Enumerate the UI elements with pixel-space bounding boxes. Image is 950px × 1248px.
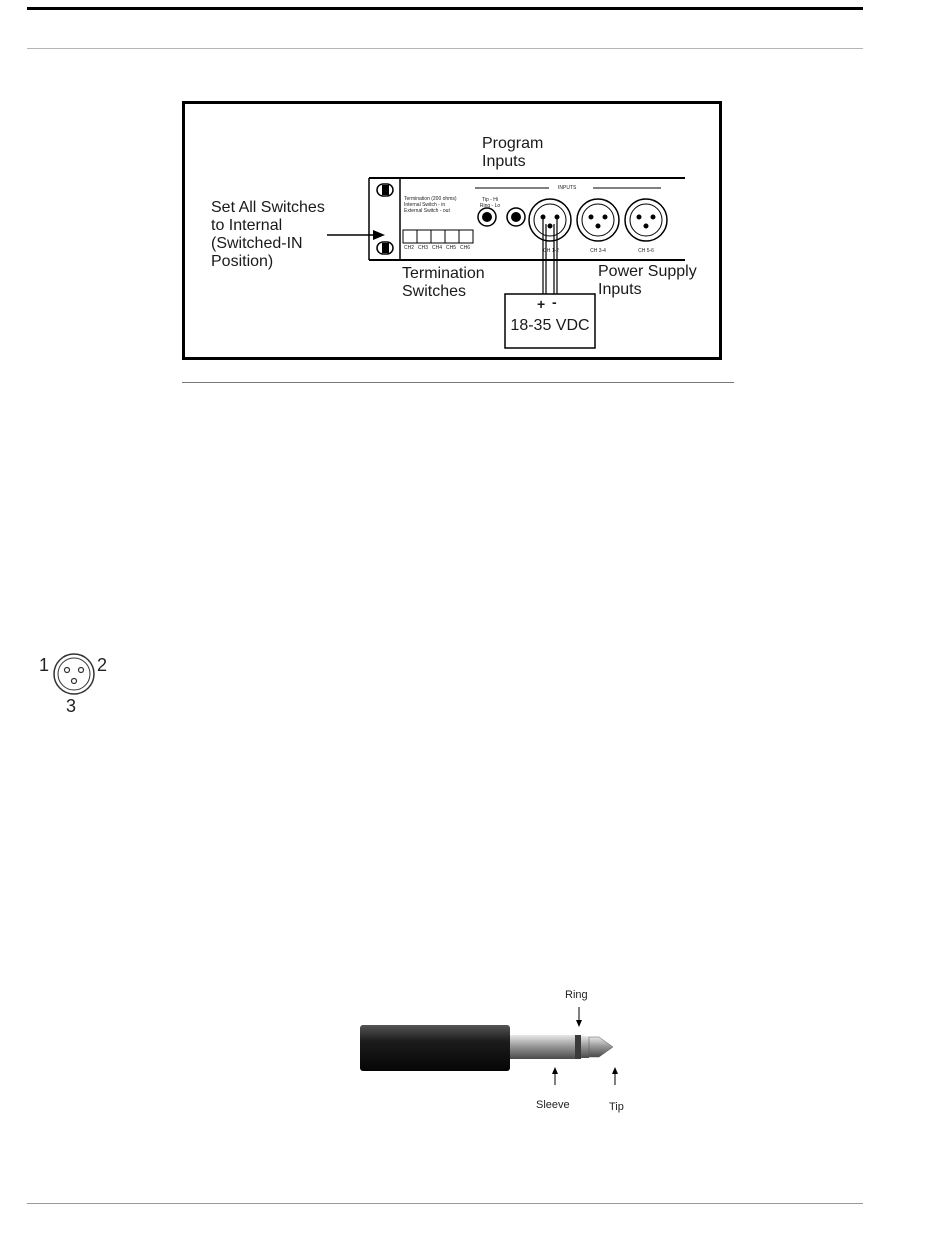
ring-label: Ring [565, 989, 588, 1001]
header-rule-thin [27, 48, 863, 49]
power-supply-label: 18-35 VDC [510, 317, 590, 334]
footer-rule [27, 1203, 863, 1204]
trs-plug-figure [355, 985, 645, 1120]
sleeve-label: Sleeve [536, 1099, 570, 1111]
switch-label-ch4: CH4 [432, 245, 443, 251]
mount-hole-top-icon [377, 184, 393, 196]
switch-label-ch5: CH5 [446, 245, 457, 251]
ring-arrow-icon [576, 1020, 582, 1027]
panel-inputs-header: INPUTS [558, 185, 577, 191]
tip-arrow-icon [612, 1067, 618, 1074]
callout-arrowhead-icon [373, 230, 385, 240]
xlr-pinout-diagram [36, 648, 116, 728]
pin-2-label: 2 [97, 655, 108, 675]
callout-termination-switches: Termination Switches [402, 265, 485, 300]
xlr-ch3-4-icon [577, 199, 619, 241]
minus-label: - [552, 294, 557, 310]
rear-panel-figure [182, 101, 722, 360]
trs-plug-icon [355, 985, 645, 1120]
callout-set-switches: Set All Switches to Internal (Switched-IN Position) [211, 199, 325, 270]
xlr-ch5-6-icon [625, 199, 667, 241]
plug-ring [581, 1036, 589, 1058]
plug-ring-insulator [575, 1035, 581, 1059]
pin-1-label: 1 [39, 655, 50, 675]
quarter-inch-jack-1-icon [478, 208, 496, 226]
callout-power-supply-inputs: Power Supply Inputs [598, 263, 697, 298]
switch-label-ch3: CH3 [418, 245, 429, 251]
plug-tip [589, 1037, 613, 1057]
figure-divider-rule [182, 382, 734, 383]
xlr-label-ch1-2: CH 1-2 [543, 248, 559, 254]
plug-body [360, 1025, 510, 1071]
xlr-label-ch5-6: CH 5-6 [638, 248, 654, 254]
mount-hole-bottom-icon [377, 242, 393, 254]
xlr-label-ch3-4: CH 3-4 [590, 248, 606, 254]
plug-sleeve [510, 1035, 577, 1059]
panel-tip-ring-text: Tip - Hi Ring - Lo [479, 197, 501, 209]
callout-program-inputs: Program Inputs [482, 135, 544, 170]
xlr-ch1-2-icon [529, 199, 571, 241]
switch-label-ch2: CH2 [404, 245, 415, 251]
termination-switch-bank [403, 230, 473, 243]
pin-3-label: 3 [66, 696, 77, 716]
sleeve-arrow-icon [552, 1067, 558, 1074]
header-rule-thick [27, 7, 863, 10]
plus-label: + [537, 296, 546, 312]
switch-label-ch6: CH6 [460, 245, 471, 251]
tip-label: Tip [609, 1101, 624, 1113]
quarter-inch-jack-2-icon [507, 208, 525, 226]
panel-termination-text: Termination (200 ohms) Internal Switch - in External Switch - out [404, 196, 457, 214]
